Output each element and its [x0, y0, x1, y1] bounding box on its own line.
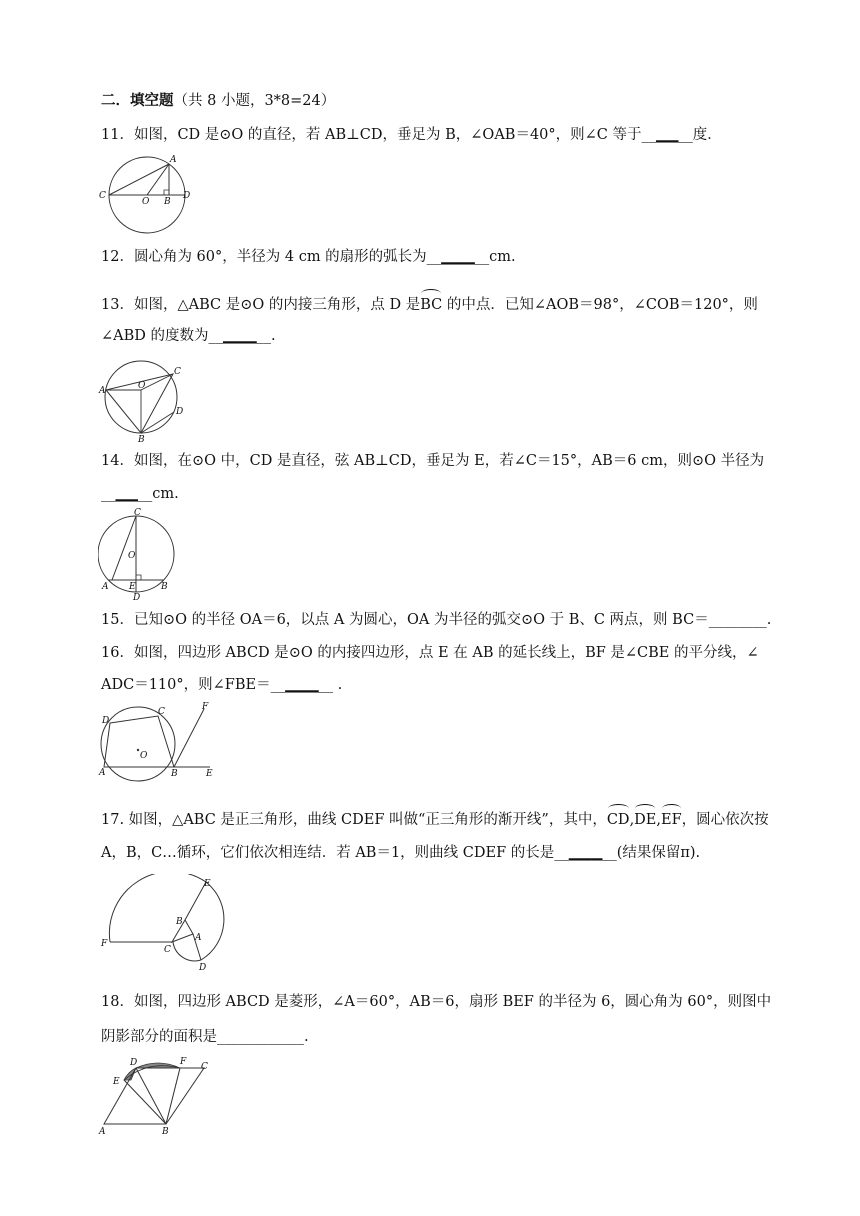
label-b: B [171, 769, 178, 779]
figure-q14 [98, 508, 186, 602]
question-18-line1: 18．如图，四边形 ABCD 是菱形，∠A＝60°，AB＝6，扇形 BEF 的半径为 6，圆心角为 60°，则图中 [101, 994, 772, 1010]
label-a: A [99, 1127, 106, 1137]
question-16-line1: 16．如图，四边形 ABCD 是⊙O 的内接四边形，点 E 在 AB 的延长线上，BF 是∠CBE 的平分线，∠ [101, 645, 759, 661]
arc-de: DE [634, 812, 657, 828]
label-b: B [176, 917, 183, 927]
label-o: O [142, 197, 150, 207]
label-f: F [202, 702, 209, 712]
label-c: C [134, 508, 141, 518]
arc-cd: CD [606, 812, 630, 828]
figure-q16 [98, 700, 218, 784]
label-c: C [201, 1062, 208, 1072]
label-b: B [162, 1127, 169, 1137]
question-17-line2: A，B，C…循环，它们依次相连结．若 AB＝1，则曲线 CDEF 的长是__▁▁▁__(结果保留π). [101, 845, 701, 861]
figure-q17 [98, 874, 228, 974]
label-o: O [140, 751, 148, 761]
question-14-line1: 14．如图，在⊙O 中，CD 是直径，弦 AB⊥CD，垂足为 E，若∠C＝15°，AB＝6 cm，则⊙O 半径为 [101, 453, 765, 469]
label-c: C [99, 191, 106, 201]
label-b: B [161, 582, 168, 592]
question-17-pre: 17. 如图，△ABC 是正三角形，曲线 CDEF 叫做“正三角形的渐开线”，其中， [101, 812, 607, 828]
label-c: C [158, 707, 165, 717]
label-d: D [130, 1058, 138, 1068]
label-e: E [206, 769, 213, 779]
question-18-line2: 阴影部分的面积是____________. [101, 1029, 309, 1045]
question-15-text: 15．已知⊙O 的半径 OA＝6，以点 A 为圆心，OA 为半径的弧交⊙O 于 B、C 两点，则 BC＝________. [101, 612, 772, 628]
label-f: F [101, 939, 108, 949]
arc-bc: BC [420, 297, 443, 313]
question-14-line2: __▁▁__cm. [101, 486, 179, 502]
question-13-line1 [101, 296, 758, 314]
question-11-text: 11．如图，CD 是⊙O 的直径，若 AB⊥CD，垂足为 B，∠OAB＝40°，则∠C 等于__▁▁__度． [101, 127, 722, 143]
label-d: D [102, 716, 110, 726]
label-b: B [138, 435, 145, 444]
label-e: E [204, 879, 211, 889]
label-d: D [183, 191, 191, 201]
label-d: D [133, 593, 141, 602]
section-header [101, 92, 335, 110]
label-a: A [99, 768, 106, 778]
section-note: （共 8 小题，3*8=24） [173, 93, 336, 109]
question-13-post: 的中点．已知∠AOB＝98°，∠COB＝120°，则 [442, 297, 758, 313]
question-13-line2: ∠ABD 的度数为__▁▁▁__. [101, 328, 276, 344]
question-13-pre: 13．如图，△ABC 是⊙O 的内接三角形，点 D 是 [101, 297, 421, 313]
label-e: E [113, 1077, 120, 1087]
label-a: A [170, 155, 177, 165]
question-16-line2: ADC＝110°，则∠FBE＝__▁▁▁__ . [101, 677, 343, 693]
label-o: O [128, 551, 136, 561]
label-c: C [174, 367, 181, 377]
question-17-post: ，圆心依次按 [681, 812, 769, 828]
arc-ef: EF [661, 812, 682, 828]
label-d: D [199, 963, 207, 973]
question-12-text: 12．圆心角为 60°，半径为 4 cm 的扇形的弧长为__▁▁▁__cm. [101, 249, 516, 265]
label-a: A [195, 933, 202, 943]
label-b: B [164, 197, 171, 207]
label-a: A [99, 386, 106, 396]
label-o: O [138, 381, 146, 391]
section-title: 二．填空题 [101, 92, 174, 109]
label-f: F [180, 1057, 187, 1067]
figure-q18 [98, 1052, 218, 1138]
figure-q13 [98, 360, 188, 444]
label-a: A [102, 582, 109, 592]
question-17-line1: 17. 如图，△ABC 是正三角形，曲线 CDEF 叫做“正三角形的渐开线”，其中，CD,DE,EF，圆心依次按 [101, 812, 769, 828]
figure-q11 [98, 150, 198, 234]
label-c: C [164, 945, 171, 955]
label-d: D [176, 407, 184, 417]
label-e: E [129, 582, 136, 592]
